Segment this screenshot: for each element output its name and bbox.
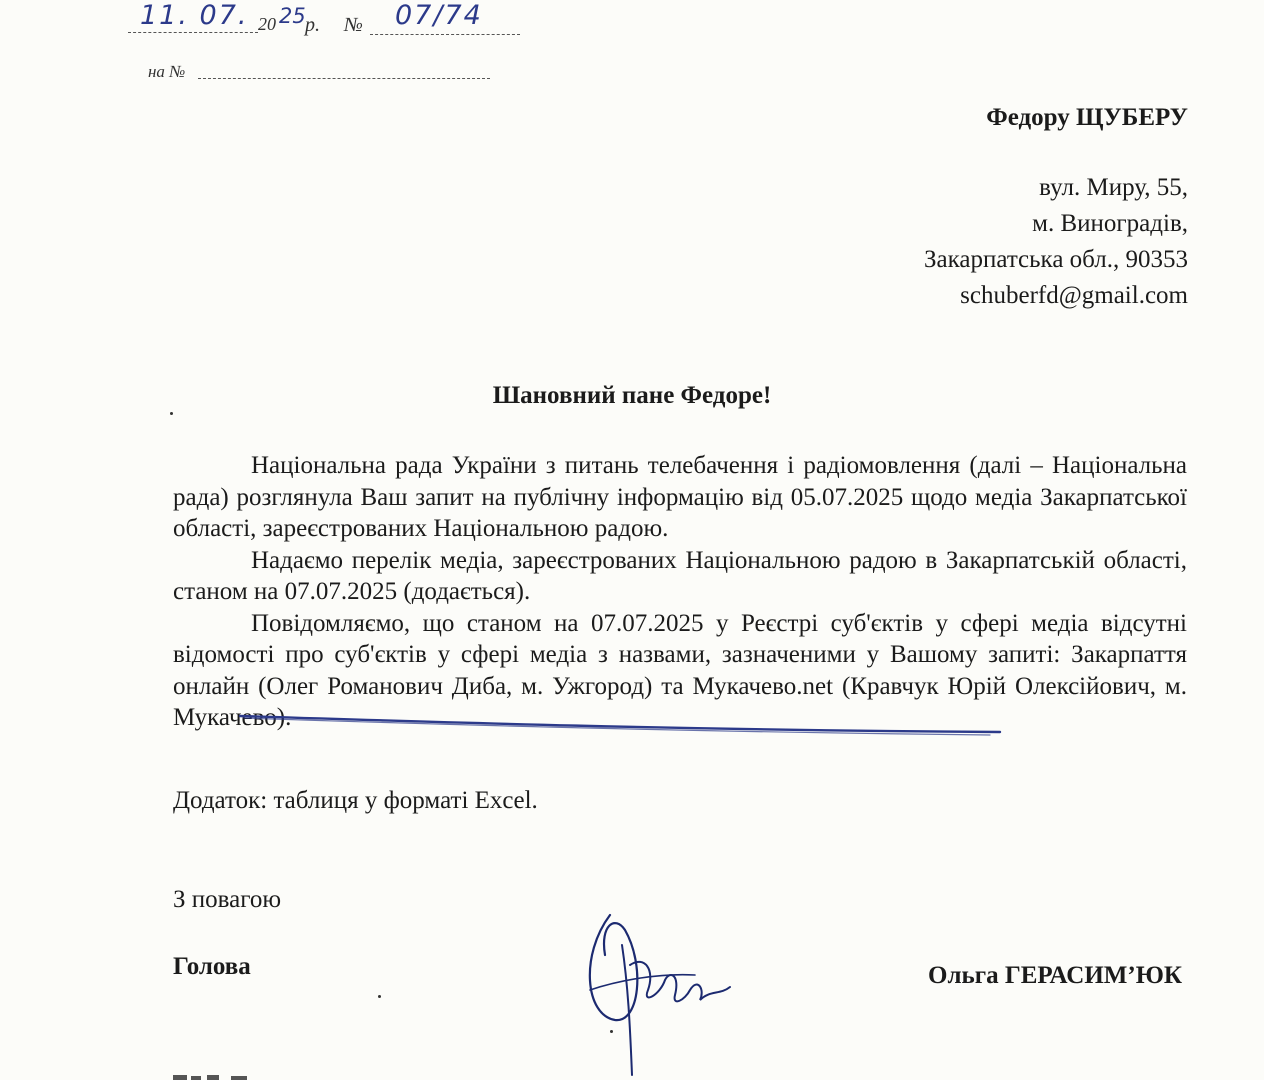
- body-paragraph-1: Національна рада України з питань телебачення і радіомовлення (далі – Національна рада) розглянула Ваш запит на публічну інформацію від 05.07.2025 щодо медіа Закарпатської області, зареєстрованих Національною радою.: [173, 452, 1187, 542]
- year-label: р.: [305, 14, 320, 36]
- date-handwritten: 11. 07.: [140, 0, 249, 31]
- address-email: schuberfd@gmail.com: [960, 282, 1188, 309]
- scan-dot: [170, 412, 173, 415]
- cut-off-footer-text: [173, 1066, 293, 1080]
- letter-body: [173, 450, 1187, 734]
- number-label: №: [344, 14, 363, 36]
- signatory-name: Ольга ГЕРАСИМ’ЮК: [928, 962, 1182, 989]
- signature-icon: [570, 895, 770, 1080]
- closing-regards: З повагою: [173, 886, 282, 913]
- number-handwritten: 07/74: [395, 0, 483, 31]
- scan-dot: [610, 1030, 613, 1033]
- year-prefix: 20: [258, 14, 276, 34]
- reply-to-line: [198, 78, 490, 79]
- address-region: Закарпатська обл., 90353: [924, 246, 1188, 273]
- signatory-position: Голова: [173, 953, 251, 980]
- handwritten-underline: [230, 708, 1010, 738]
- salutation: Шановний пане Федоре!: [492, 382, 772, 409]
- body-paragraph-2: Надаємо перелік медіа, зареєстрованих Національною радою в Закарпатській області, станом на 07.07.2025 (додається).: [173, 546, 1187, 605]
- address-street: вул. Миру, 55,: [1039, 174, 1188, 201]
- reply-to-label: на №: [148, 62, 186, 81]
- address-city: м. Виноградів,: [1032, 210, 1188, 237]
- addressee-address: [924, 170, 1188, 314]
- addressee-name: Федору ЩУБЕРУ: [986, 104, 1188, 131]
- year-suffix-handwritten: 25: [279, 4, 306, 28]
- attachment-note: Додаток: таблиця у форматі Excel.: [173, 787, 538, 814]
- body-paragraph-3: Повідомляємо, що станом на 07.07.2025 у Реєстрі суб'єктів у сфері медіа відсутні відомості про суб'єктів у сфері медіа з назвами, зазначеними у Вашому запиті: Закарпаття онлайн (Олег Романович Диба, м. Ужгород) та Мукачево.net (Кравчук Юрій Олексійович, м. Мукачево).: [173, 609, 1187, 731]
- date-line: [128, 32, 258, 33]
- scan-dot: [378, 995, 381, 998]
- number-line: [370, 34, 520, 35]
